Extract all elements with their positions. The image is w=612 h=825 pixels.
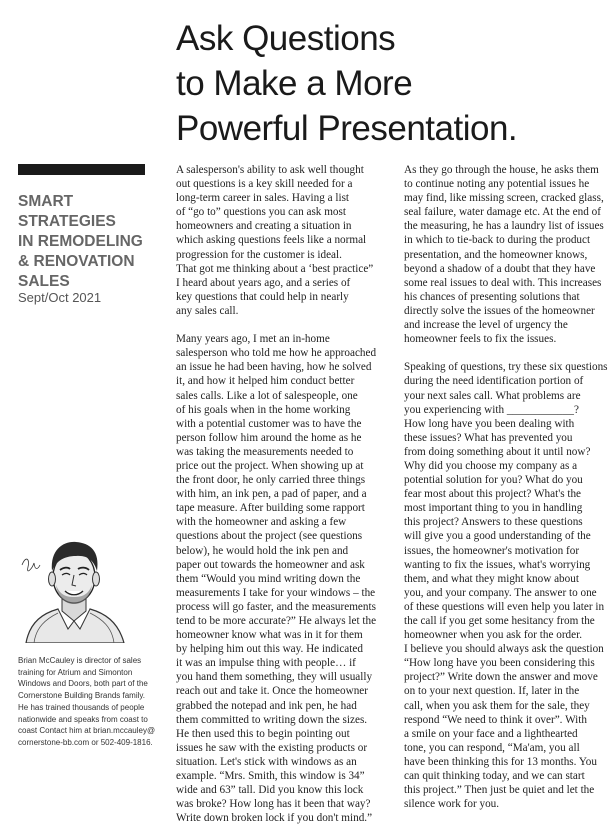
text-line: from doing something about it until now?	[404, 445, 591, 458]
text-line: these issues? What has prevented you	[404, 431, 573, 444]
author-bio	[18, 655, 158, 749]
text-line: homeowner when you ask for the order.	[404, 629, 583, 642]
text-line: He then used this to begin pointing out	[176, 727, 350, 740]
author-portrait	[20, 525, 128, 643]
text-line: I heard about years ago, and a series of	[176, 276, 351, 289]
text-line: will give you a good understanding of the	[404, 530, 591, 543]
text-line: of “go to” questions you can ask most	[176, 206, 346, 219]
text-line: and increase the level of urgency the	[404, 319, 568, 332]
text-line: can quit thinking today, and we can start	[404, 770, 585, 783]
text-line: That got me thinking about a ‘best practice”	[176, 262, 374, 275]
text-line: sales calls. Like a lot of salespeople, one	[176, 389, 358, 402]
text-line: with a potential customer was to have the	[176, 417, 362, 430]
bio-line: training for Atrium and Simonton	[18, 667, 133, 677]
title-line: to Make a More	[176, 64, 413, 103]
text-line: it, and how it helped him conduct better	[176, 375, 355, 388]
bio-line: Windows and Doors, both part of the	[18, 679, 148, 689]
text-line: Why did you choose my company as a	[404, 459, 578, 472]
text-line: any sales call.	[176, 304, 239, 317]
text-line: with the homeowner and asking a few	[176, 516, 347, 529]
text-line: you experiencing with ____________?	[404, 403, 579, 416]
bio-line: He has trained thousands of people	[18, 702, 145, 712]
text-line: the front door, he only carried three things	[176, 474, 366, 487]
text-line: homeowner know what was in it for them	[176, 629, 363, 642]
text-line	[176, 318, 396, 332]
text-line: homeowners and creating a situation in	[176, 220, 352, 233]
text-line: with him, an ink pen, a pad of paper, and a	[176, 488, 367, 501]
series-line: STRATEGIES	[18, 213, 116, 230]
bio-line: nationwide and speaks from coast to	[18, 714, 148, 724]
text-line: Speaking of questions, try these six questions	[404, 361, 608, 374]
text-line: your next sales call. What problems are	[404, 389, 581, 402]
text-line: issues he saw with the existing products or	[176, 741, 368, 754]
bio-line: cornerstone-bb.com or 502-409-1816.	[18, 737, 153, 747]
text-line: this project? Answers to these questions	[404, 516, 583, 529]
text-line: wanting to fix the issues, what's worrying	[404, 558, 591, 571]
text-line: silence work for you.	[404, 798, 500, 811]
text-line: Write down broken lock if you don't mind.”	[176, 812, 373, 825]
text-line: to continue noting any potential issues he	[404, 178, 590, 191]
text-line: respond “We need to think it over”. With	[404, 713, 587, 726]
text-line: you hand them something, they will usually	[176, 671, 373, 684]
text-line: project?” Write down the answer and move	[404, 671, 598, 684]
text-line: potential solution for you? What do you	[404, 474, 583, 487]
text-line: some real issues to deal with. This increases	[404, 276, 602, 289]
text-line	[404, 346, 604, 360]
title-line: Powerful Presentation.	[176, 109, 518, 148]
text-line: them, and what they might know about	[404, 572, 579, 585]
text-line: presentation, and the homeowner knows,	[404, 248, 588, 261]
text-line: his chances of presenting solutions that	[404, 290, 580, 303]
text-line: the call if you get some hesitancy from the	[404, 615, 595, 627]
text-line: below), he would hold the ink pen and	[176, 544, 349, 557]
text-line: progression for the customer is ideal.	[176, 248, 342, 261]
text-line: an issue he had been having, how he solved	[176, 361, 372, 374]
text-line: may find, like missing screen, cracked glass,	[404, 192, 604, 205]
text-line: paper out towards the homeowner and ask	[176, 558, 365, 571]
series-line: & RENOVATION	[18, 253, 135, 270]
text-line: A salesperson's ability to ask well thought	[176, 164, 364, 176]
article-column-1	[176, 163, 396, 825]
section-bar	[18, 164, 145, 175]
text-line: out questions is a key skill needed for a	[176, 178, 353, 191]
text-line: As they go through the house, he asks them	[404, 164, 599, 176]
series-line: SMART	[18, 193, 74, 210]
text-line: process will go faster, and the measurements	[176, 600, 376, 613]
issue-date: Sept/Oct 2021	[18, 290, 102, 305]
title-line: Ask Questions	[176, 19, 396, 58]
text-line: wide and 63” tall. Did you know this lock	[176, 784, 364, 797]
text-line: tape measure. After building some rapport	[176, 502, 365, 515]
text-line: situation. Let's stick with windows as an	[176, 755, 357, 768]
text-line: you, and your company. The answer to one	[404, 586, 597, 599]
text-line: of his goals when in the home working	[176, 403, 351, 416]
text-line: in which to tie-back to during the product	[404, 234, 591, 247]
text-line: Many years ago, I met an in-home	[176, 333, 330, 346]
text-line: most important thing to you in handling	[404, 502, 583, 515]
text-line: the measuring, he has a laundry list of issues	[404, 220, 604, 233]
text-line: homeowner feels to fix the issues.	[404, 333, 557, 346]
text-line: measurements I take for your windows – the	[176, 586, 376, 599]
text-line: directly solve the issues of the homeowner	[404, 304, 595, 317]
text-line: have been thinking this for 13 months. You	[404, 755, 597, 768]
text-line: which asking questions feels like a normal	[176, 234, 367, 247]
text-line: salesperson who told me how he approached	[176, 347, 377, 360]
text-line: by helping him out this way. He indicated	[176, 643, 363, 656]
text-line: them “Would you mind writing down the	[176, 572, 361, 585]
series-heading	[18, 192, 168, 292]
text-line: issues, the homeowner's motivation for	[404, 544, 580, 557]
series-line: IN REMODELING	[18, 233, 143, 250]
text-line: “How long have you been considering this	[404, 657, 595, 670]
text-line: it was an impulse thing with people… if	[176, 657, 356, 670]
bio-line: Cornerstone Building Brands family.	[18, 691, 146, 701]
text-line: during the need identification portion of	[404, 375, 584, 388]
text-line: questions about the project (see questions	[176, 530, 363, 543]
text-line: on to your next question. If, later in the	[404, 685, 580, 698]
text-line: tone, you can respond, “Ma'am, you all	[404, 741, 580, 754]
text-line: price out the project. When showing up at	[176, 459, 364, 472]
text-line: beyond a shadow of a doubt that they have	[404, 262, 596, 275]
text-line: I believe you should always ask the question	[404, 643, 604, 656]
article-column-2	[404, 163, 608, 811]
series-line: SALES	[18, 273, 70, 290]
text-line: key questions that could help in nearly	[176, 290, 349, 303]
bio-line: Brian McCauley is director of sales	[18, 656, 142, 665]
text-line: was broke? How long has it been that way?	[176, 798, 371, 811]
text-line: them committed to writing down the sizes.	[176, 713, 368, 726]
article-title	[176, 16, 596, 151]
text-line: was taking the measurements needed to	[176, 445, 354, 458]
text-line: a smile on your face and a lighthearted	[404, 727, 578, 740]
text-line: tend to be more accurate?” He always let the	[176, 615, 377, 627]
text-line: How long have you been dealing with	[404, 417, 575, 430]
text-line: reach out and take it. Once the homeowner	[176, 685, 368, 698]
text-line: call, when you ask them for the sale, they	[404, 699, 590, 712]
text-line: fear most about this project? What's the	[404, 488, 582, 501]
bio-line: coast Contact him at brian.mccauley@	[18, 726, 156, 736]
text-line: person follow him around the home as he	[176, 431, 362, 444]
text-line: seal failure, water damage etc. At the end of	[404, 206, 601, 219]
text-line: this project.” Then just be quiet and let the	[404, 784, 595, 797]
text-line: long-term career in sales. Having a list	[176, 192, 350, 205]
text-line: example. “Mrs. Smith, this window is 34”	[176, 770, 365, 783]
text-line: of these questions will even help you later in	[404, 600, 605, 613]
text-line: grabbed the notepad and ink pen, he had	[176, 699, 357, 712]
